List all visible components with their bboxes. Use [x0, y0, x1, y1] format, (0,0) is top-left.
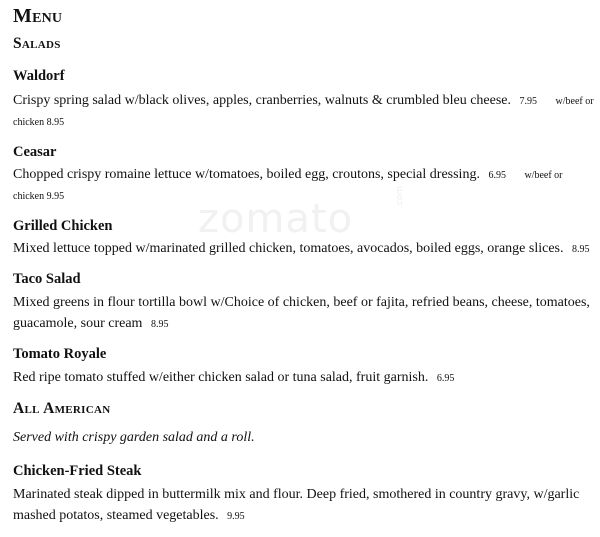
menu-title: Menu [13, 5, 63, 27]
item-description-grilled-chicken [13, 238, 590, 260]
item-desc-line1: Chopped crispy romaine lettuce w/tomatoes, boiled egg, croutons, special dressing. [13, 167, 480, 182]
item-price: 9.95 [227, 511, 245, 522]
item-name-grilled-chicken: Grilled Chicken [13, 218, 113, 234]
section-heading-salads: Salads [13, 35, 61, 52]
item-description-tomato-royale [13, 367, 454, 389]
item-price: 7.95 [519, 96, 538, 107]
section-note: Served with crispy garden salad and a roll. [13, 430, 255, 445]
zomato-watermark: zomato [198, 196, 354, 242]
item-description-ceasar [13, 164, 563, 186]
item-price: 6.95 [488, 170, 506, 181]
item-name-chicken-fried-steak: Chicken-Fried Steak [13, 463, 142, 479]
item-description-chicken-fried-steak-line2 [13, 505, 245, 527]
item-price: 8.95 [150, 319, 169, 330]
item-description-waldorf [13, 90, 594, 112]
item-extra-price-ceasar: chicken 9.95 [13, 191, 65, 202]
zomato-watermark-suffix: .com [395, 185, 405, 208]
item-desc-line1: Crispy spring salad w/black olives, apples, cranberries, walnuts & crumbled bleu cheese. [13, 93, 512, 108]
item-name-waldorf: Waldorf [13, 68, 65, 84]
item-price: 6.95 [436, 373, 455, 384]
item-name-ceasar: Ceasar [13, 144, 57, 160]
item-extra-option: w/beef or [524, 170, 563, 181]
item-extra-price-waldorf: chicken 8.95 [13, 117, 65, 128]
item-description-taco-salad-line2 [13, 313, 168, 335]
section-heading-all-american: All American [13, 400, 111, 417]
item-desc-line1: Mixed lettuce topped w/marinated grilled chicken, tomatoes, avocados, boiled eggs, orange slices. [13, 241, 564, 256]
item-desc-line1: Red ripe tomato stuffed w/either chicken salad or tuna salad, fruit garnish. [13, 370, 429, 385]
item-name-taco-salad: Taco Salad [13, 271, 81, 287]
item-description-taco-salad-line1: Mixed greens in flour tortilla bowl w/Choice of chicken, beef or fajita, refried beans, cheese, tomatoes, [13, 295, 590, 310]
item-price: 8.95 [572, 244, 590, 255]
item-extra-option: w/beef or [555, 96, 594, 107]
item-name-tomato-royale: Tomato Royale [13, 346, 107, 362]
item-description-chicken-fried-steak-line1: Marinated steak dipped in buttermilk mix and flour. Deep fried, smothered in country gravy, w/garlic [13, 487, 580, 502]
item-desc-line2: guacamole, sour cream [13, 316, 143, 331]
item-desc-line2: mashed potatos, steamed vegetables. [13, 508, 219, 523]
